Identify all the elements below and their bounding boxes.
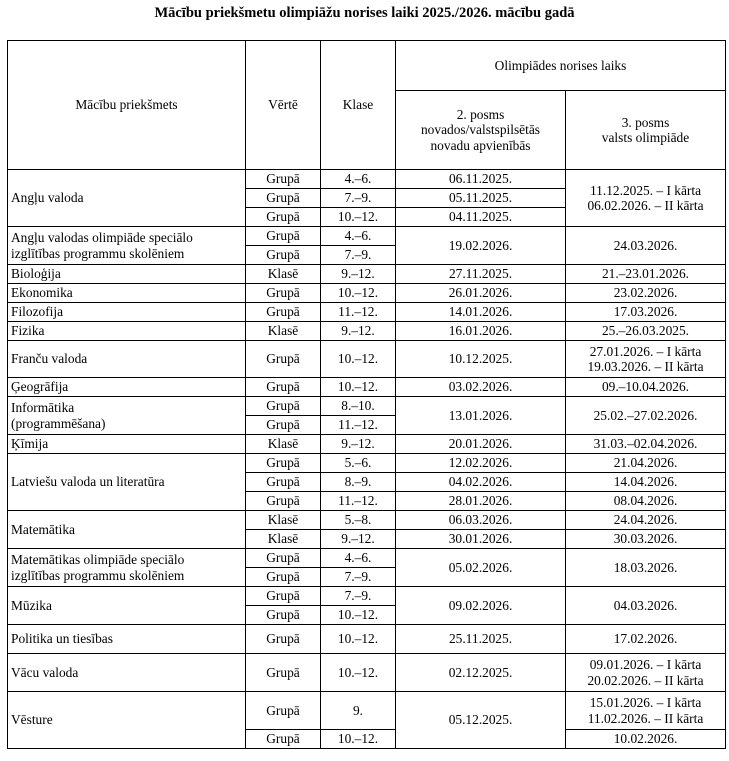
subject-name-line: Matemātikas olimpiāde speciālo (11, 552, 185, 567)
stage2-date: 28.01.2026. (396, 492, 566, 511)
table-row (8, 378, 726, 397)
stage3-date-line: 18.03.2026. (613, 559, 678, 575)
grade-cell: 10.–12. (321, 378, 396, 397)
stage2-date: 06.03.2026. (396, 511, 566, 530)
grade-cell: 9.–12. (321, 530, 396, 549)
grade-cell: 11.–12. (321, 416, 396, 435)
stage3-date (566, 654, 726, 692)
stage2-date: 05.11.2025. (396, 189, 566, 208)
subject-name (8, 303, 246, 322)
table-row (8, 303, 726, 322)
subject-name-line: Fizika (11, 323, 45, 339)
stage3-date-line: 19.03.2026. – II kārta (587, 359, 704, 374)
evaluation-cell: Grupā (246, 303, 321, 322)
table-row (8, 170, 726, 189)
stage3-date-line: 09.–10.04.2026. (601, 379, 690, 395)
stage3-date (566, 549, 726, 587)
subject-name-line: izglītības programmu skolēniem (11, 245, 185, 261)
subject-name-line: Angļu valoda (11, 190, 84, 206)
grade-cell: 10.–12. (321, 625, 396, 654)
stage2-date: 20.01.2026. (396, 435, 566, 454)
stage2-date: 10.12.2025. (396, 341, 566, 378)
stage2-date: 02.12.2025. (396, 654, 566, 692)
table-row (8, 511, 726, 530)
stage3-date-line: 21.–23.01.2026. (601, 266, 690, 282)
subject-name (8, 654, 246, 692)
subject-name (8, 265, 246, 284)
header-stage3 (566, 91, 726, 170)
stage2-date: 13.01.2026. (396, 397, 566, 435)
stage3-date-line: 10.02.2026. (613, 731, 678, 747)
header-subject: Mācību priekšmets (8, 41, 246, 170)
stage3-date-line: 27.01.2026. – I kārta (589, 343, 702, 359)
grade-cell: 10.–12. (321, 606, 396, 625)
evaluation-cell: Grupā (246, 227, 321, 246)
header-stage2-line: novados/valstspilsētās (420, 122, 541, 138)
subject-name (8, 322, 246, 341)
stage3-date: 21.04.2026. (566, 454, 726, 473)
subject-name-line: Ģeogrāfija (11, 379, 69, 395)
grade-cell: 8.–10. (321, 397, 396, 416)
stage2-date: 25.11.2025. (396, 625, 566, 654)
stage3-date-line: 31.03.–02.04.2026. (593, 436, 698, 452)
grade-cell: 9. (321, 692, 396, 730)
header-stage2-line: novadu apvienībās (430, 137, 531, 153)
stage3-date-line: 24.03.2026. (613, 237, 678, 253)
stage3-date-line: 06.02.2026. – II kārta (587, 198, 704, 213)
stage2-date: 03.02.2026. (396, 378, 566, 397)
stage2-date: 26.01.2026. (396, 284, 566, 303)
evaluation-cell: Grupā (246, 492, 321, 511)
stage3-date: 24.04.2026. (566, 511, 726, 530)
evaluation-cell: Grupā (246, 606, 321, 625)
olympiad-schedule-table (7, 40, 726, 749)
stage3-date: 08.04.2026. (566, 492, 726, 511)
table-row (8, 454, 726, 473)
subject-name-line: Ekonomika (11, 285, 73, 301)
stage3-date-line: 15.01.2026. – I kārta (589, 695, 702, 710)
evaluation-cell: Grupā (246, 473, 321, 492)
grade-cell: 9.–12. (321, 265, 396, 284)
subject-name (8, 454, 246, 511)
evaluation-cell: Grupā (246, 246, 321, 265)
evaluation-cell: Klasē (246, 530, 321, 549)
stage2-date: 04.02.2026. (396, 473, 566, 492)
evaluation-cell: Klasē (246, 511, 321, 530)
grade-cell: 5.–8. (321, 511, 396, 530)
subject-name-line: Mūzika (11, 597, 52, 613)
header-timing-group: Olimpiādes norises laiks (396, 41, 726, 91)
subject-name (8, 378, 246, 397)
subject-name-line: (programmēšana) (11, 415, 106, 431)
grade-cell: 4.–6. (321, 549, 396, 568)
stage2-date: 04.11.2025. (396, 208, 566, 227)
subject-name-line: Politika un tiesības (11, 631, 113, 647)
table-row (8, 435, 726, 454)
grade-cell: 10.–12. (321, 341, 396, 378)
grade-cell: 10.–12. (321, 284, 396, 303)
table-row (8, 397, 726, 416)
stage2-date: 14.01.2026. (396, 303, 566, 322)
subject-name (8, 170, 246, 227)
evaluation-cell: Grupā (246, 189, 321, 208)
stage3-date-line: 17.03.2026. (613, 304, 678, 320)
table-row (8, 587, 726, 606)
stage2-date: 27.11.2025. (396, 265, 566, 284)
grade-cell: 7.–9. (321, 246, 396, 265)
header-stage3-line: 3. posms (621, 114, 670, 130)
subject-name-line: Franču valoda (11, 351, 88, 367)
subject-name (8, 435, 246, 454)
subject-name-line: Vācu valoda (11, 664, 79, 680)
subject-name (8, 549, 246, 587)
subject-name (8, 227, 246, 265)
evaluation-cell: Grupā (246, 378, 321, 397)
stage3-date: 14.04.2026. (566, 473, 726, 492)
stage2-date: 30.01.2026. (396, 530, 566, 549)
evaluation-cell: Klasē (246, 322, 321, 341)
stage3-date-line: 25.02.–27.02.2026. (593, 407, 698, 423)
evaluation-cell: Grupā (246, 208, 321, 227)
evaluation-cell: Klasē (246, 435, 321, 454)
stage3-date-line: 25.–26.03.2025. (601, 323, 690, 339)
evaluation-cell: Grupā (246, 730, 321, 749)
subject-name (8, 284, 246, 303)
stage3-date (566, 265, 726, 284)
header-evaluation: Vērtē (246, 41, 321, 170)
grade-cell: 10.–12. (321, 730, 396, 749)
evaluation-cell: Grupā (246, 341, 321, 378)
stage3-date (566, 341, 726, 378)
grade-cell: 7.–9. (321, 568, 396, 587)
table-row (8, 322, 726, 341)
evaluation-cell: Grupā (246, 397, 321, 416)
evaluation-cell: Grupā (246, 692, 321, 730)
grade-cell: 9.–12. (321, 322, 396, 341)
subject-name (8, 397, 246, 435)
stage2-date: 05.02.2026. (396, 549, 566, 587)
grade-cell: 4.–6. (321, 170, 396, 189)
stage2-date: 12.02.2026. (396, 454, 566, 473)
stage2-date: 05.12.2025. (396, 692, 566, 749)
table-row (8, 265, 726, 284)
stage3-date: 30.03.2026. (566, 530, 726, 549)
evaluation-cell: Grupā (246, 549, 321, 568)
stage2-date: 16.01.2026. (396, 322, 566, 341)
stage3-date-line: 04.03.2026. (613, 597, 678, 613)
stage3-date (566, 378, 726, 397)
subject-name-line: Bioloģija (11, 266, 61, 282)
stage3-date-line: 20.02.2026. – II kārta (587, 672, 704, 688)
evaluation-cell: Grupā (246, 654, 321, 692)
stage2-date: 06.11.2025. (396, 170, 566, 189)
table-row (8, 341, 726, 378)
header-stage2 (396, 91, 566, 170)
stage2-date: 19.02.2026. (396, 227, 566, 265)
subject-name (8, 341, 246, 378)
stage3-date (566, 587, 726, 625)
stage3-date (566, 170, 726, 227)
grade-cell: 11.–12. (321, 303, 396, 322)
grade-cell: 9.–12. (321, 435, 396, 454)
evaluation-cell: Grupā (246, 587, 321, 606)
grade-cell: 10.–12. (321, 654, 396, 692)
header-stage3-line: valsts olimpiāde (601, 130, 690, 145)
stage3-date (566, 322, 726, 341)
table-row (8, 227, 726, 246)
stage3-date (566, 303, 726, 322)
header-grade: Klase (321, 41, 396, 170)
subject-name-line: izglītības programmu skolēniem (11, 567, 185, 583)
stage3-date-line: 17.02.2026. (613, 631, 678, 647)
subject-name-line: Latviešu valoda un literatūra (11, 474, 165, 490)
stage3-date-line: 23.02.2026. (613, 285, 678, 301)
subject-name-line: Ķīmija (11, 436, 49, 452)
stage2-date: 09.02.2026. (396, 587, 566, 625)
subject-name-line: Angļu valodas olimpiāde speciālo (11, 230, 193, 245)
subject-name (8, 511, 246, 549)
table-row (8, 654, 726, 692)
stage3-date (566, 730, 726, 749)
header-stage2-line: 2. posms (456, 106, 505, 122)
stage3-date (566, 435, 726, 454)
table-row (8, 692, 726, 730)
evaluation-cell: Klasē (246, 265, 321, 284)
grade-cell: 4.–6. (321, 227, 396, 246)
evaluation-cell: Grupā (246, 454, 321, 473)
table-row (8, 284, 726, 303)
evaluation-cell: Grupā (246, 284, 321, 303)
subject-name-line: Matemātika (11, 521, 75, 537)
stage3-date (566, 692, 726, 730)
grade-cell: 5.–6. (321, 454, 396, 473)
header-row (8, 41, 726, 91)
evaluation-cell: Grupā (246, 625, 321, 654)
grade-cell: 7.–9. (321, 587, 396, 606)
evaluation-cell: Grupā (246, 568, 321, 587)
stage3-date (566, 284, 726, 303)
subject-name-line: Informātika (11, 400, 75, 415)
evaluation-cell: Grupā (246, 416, 321, 435)
table-body (8, 41, 726, 749)
grade-cell: 8.–9. (321, 473, 396, 492)
subject-name-line: Filozofija (11, 304, 64, 320)
subject-name (8, 692, 246, 749)
document-title: Mācību priekšmetu olimpiāžu norises laiki 2025./2026. mācību gadā (154, 5, 575, 21)
stage3-date (566, 625, 726, 654)
stage3-date (566, 397, 726, 435)
grade-cell: 11.–12. (321, 492, 396, 511)
grade-cell: 7.–9. (321, 189, 396, 208)
subject-name (8, 625, 246, 654)
stage3-date-line: 11.02.2026. – II kārta (587, 710, 704, 726)
stage3-date-line: 11.12.2025. – I kārta (589, 182, 702, 198)
stage3-date-line: 09.01.2026. – I kārta (589, 657, 702, 672)
table-row (8, 625, 726, 654)
subject-name-line: Vēsture (11, 712, 53, 728)
grade-cell: 10.–12. (321, 208, 396, 227)
subject-name (8, 587, 246, 625)
evaluation-cell: Grupā (246, 170, 321, 189)
stage3-date (566, 227, 726, 265)
table-row (8, 549, 726, 568)
